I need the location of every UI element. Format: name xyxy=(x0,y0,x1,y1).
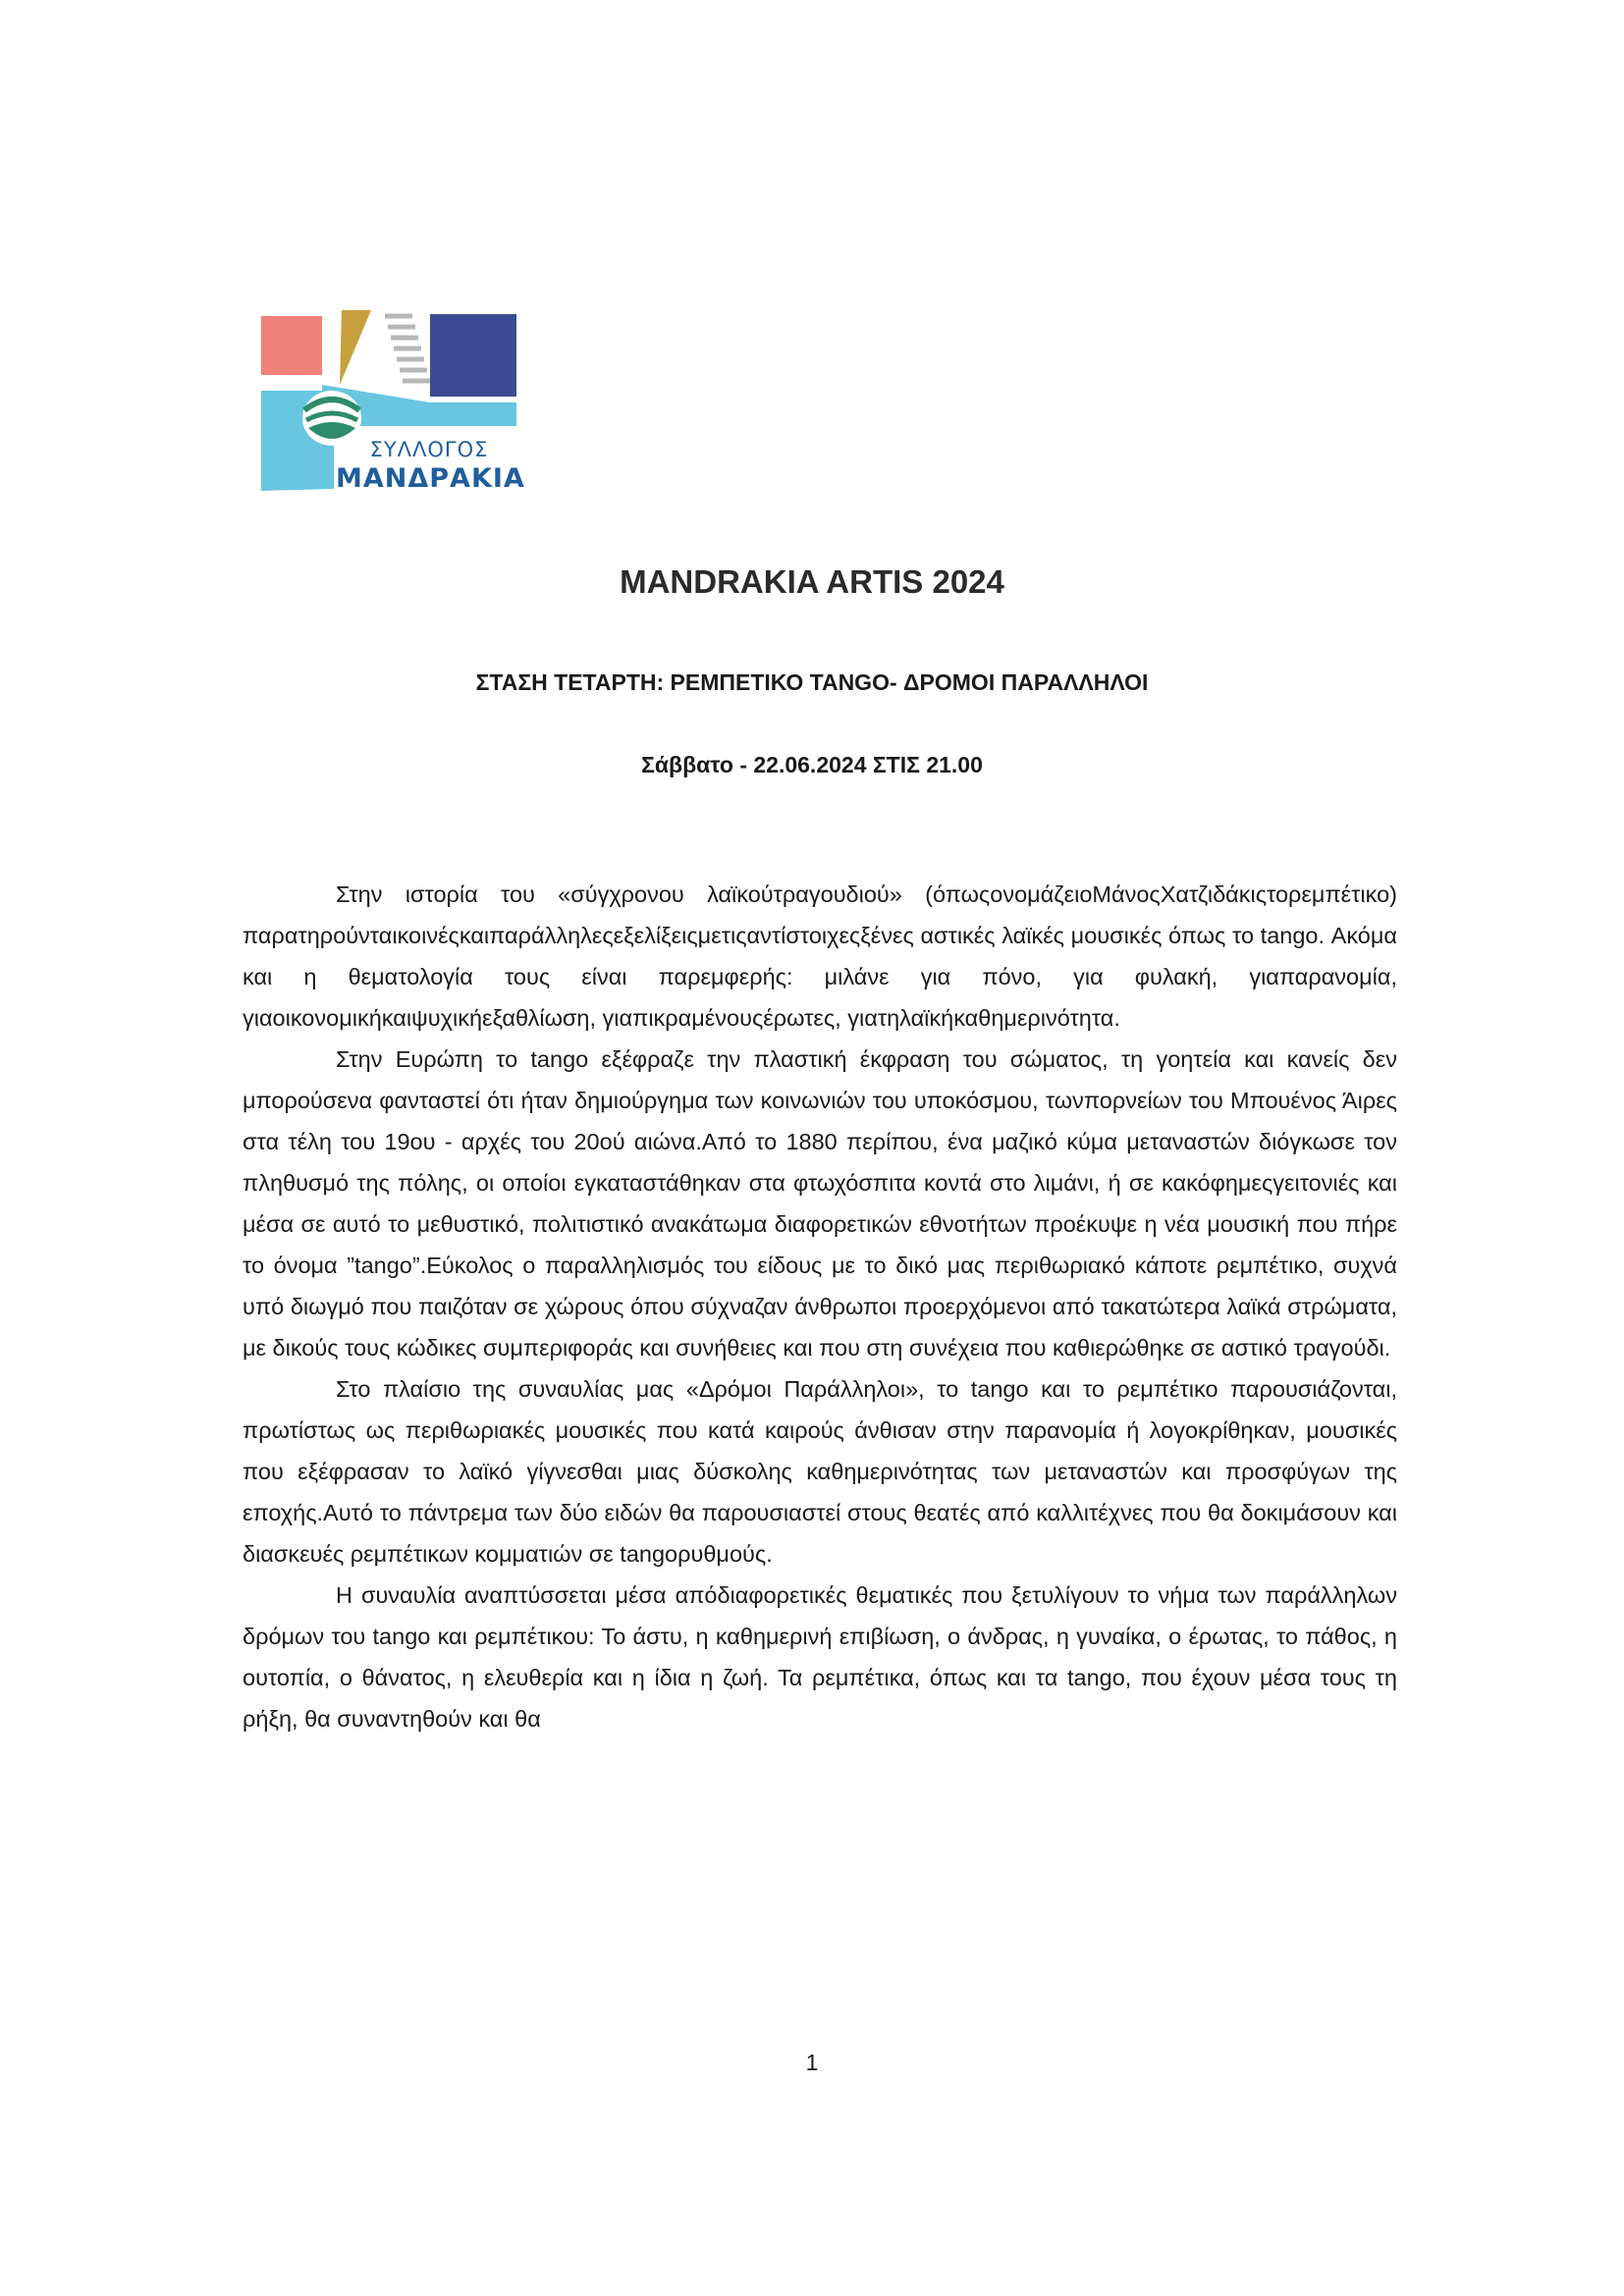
logo-salmon-square xyxy=(261,316,322,375)
page-number: 1 xyxy=(805,2050,819,2075)
paragraph-1: Στην ιστορία του «σύγχρονου λαϊκούτραγουδιού» (όπωςονομάζειοΜάνοςΧατζιδάκιςτορεμπέτικο) παρατηρούνταικοινέςκαιπαράλληλεςεξελίξειςμετιςαντίστοιχεςξένες αστικές λαϊκές μουσικές όπως το tango. Ακόμα και η θεματολογία τους είναι παρεμφερής: μιλάνε για πόνο, για φυλακή, γιαπαρανομία, γιαοικονομικήκαιψυχικήεξαθλίωση, γιαπικραμένουςέρωτες, γιατηλαϊκήκαθημερινότητα. xyxy=(243,881,1397,1031)
document-title: MANDRAKIA ARTIS 2024 xyxy=(620,563,1004,600)
event-date: Σάββατο - 22.06.2024 ΣΤΙΣ 21.00 xyxy=(641,752,983,777)
paragraph-4: Η συναυλία αναπτύσσεται μέσα απόδιαφορετικές θεματικές που ξετυλίγουν το νήμα των παράλληλων δρόμων του tango και ρεμπέτικου: Το άστυ, η καθημερινή επιβίωση, ο άνδρας, η γυναίκα, ο έρωτας, το πάθος, η ουτοπία, ο θάνατος, η ελευθερία και η ίδια η ζωή. Τα ρεμπέτικα, όπως και τα tango, που έχουν μέσα τους τη ρήξη, θα συναντηθούν και θα xyxy=(243,1582,1397,1732)
logo-navy-square xyxy=(430,314,516,397)
document-subtitle: ΣΤΑΣΗ ΤΕΤΑΡΤΗ: ΡΕΜΠΕΤΙΚΟ TANGO- ΔΡΟΜΟΙ ΠΑΡΑΛΛΗΛΟΙ xyxy=(475,669,1149,695)
logo-line-1: ΣΥΛΛΟΓΟΣ xyxy=(369,438,489,461)
logo-stairs xyxy=(385,316,430,381)
logo-line-2: ΜΑΝΔΡΑΚΙΑ xyxy=(336,463,525,494)
paragraph-3: Στο πλαίσιο της συναυλίας μας «Δρόμοι Παράλληλοι», το tango και το ρεμπέτικο παρουσιάζονται, πρωτίστως ως περιθωριακές μουσικές που κατά καιρούς άνθισαν στην παρανομία ή λογοκρίθηκαν, μουσικές που εξέφρασαν το λαϊκό γίγνεσθαι μιας δύσκολης καθημερινότητας των μεταναστών και προσφύγων της εποχής.Αυτό το πάντρεμα των δύο ειδών θα παρουσιαστεί στους θεατές από καλλιτέχνες που θα δοκιμάσουν και διασκευές ρεμπέτικων κομματιών σε tangoρυθμούς. xyxy=(243,1376,1397,1567)
logo-gold-triangle xyxy=(340,310,371,385)
paragraph-2: Στην Ευρώπη το tango εξέφραζε την πλαστική έκφραση του σώματος, τη γοητεία και κανείς δεν μπορούσενα φανταστεί ότι ήταν δημιούργημα των κοινωνιών του υποκόσμου, τωνπορνείων του Μπουένος Άιρες στα τέλη του 19ου - αρχές του 20ού αιώνα.Από το 1880 περίπου, ένα μαζικό κύμα μεταναστών διόγκωσε τον πληθυσμό της πόλης, οι οποίοι εγκαταστάθηκαν στα φτωχόσπιτα κοντά στο λιμάνι, ή σε κακόφημεςγειτονιές και μέσα σε αυτό το μεθυστικό, πολιτιστικό ανακάτωμα διαφορετικών εθνοτήτων προέκυψε η νέα μουσική που πήρε το όνομα ”tango”.Εύκολος ο παραλληλισμός του είδους με το δικό μας περιθωριακό κάποτε ρεμπέτικο, συχνά υπό διωγμό που παιζόταν σε χώρους όπου σύχναζαν άνθρωποι προερχόμενοι από τακατώτερα λαϊκά στρώματα, με δικούς τους κώδικες συμπεριφοράς και συνήθειες και που στη συνέχεια που καθιερώθηκε σε αστικό τραγούδι. xyxy=(243,1046,1397,1361)
association-logo xyxy=(257,306,525,503)
body-text xyxy=(243,874,1397,1739)
